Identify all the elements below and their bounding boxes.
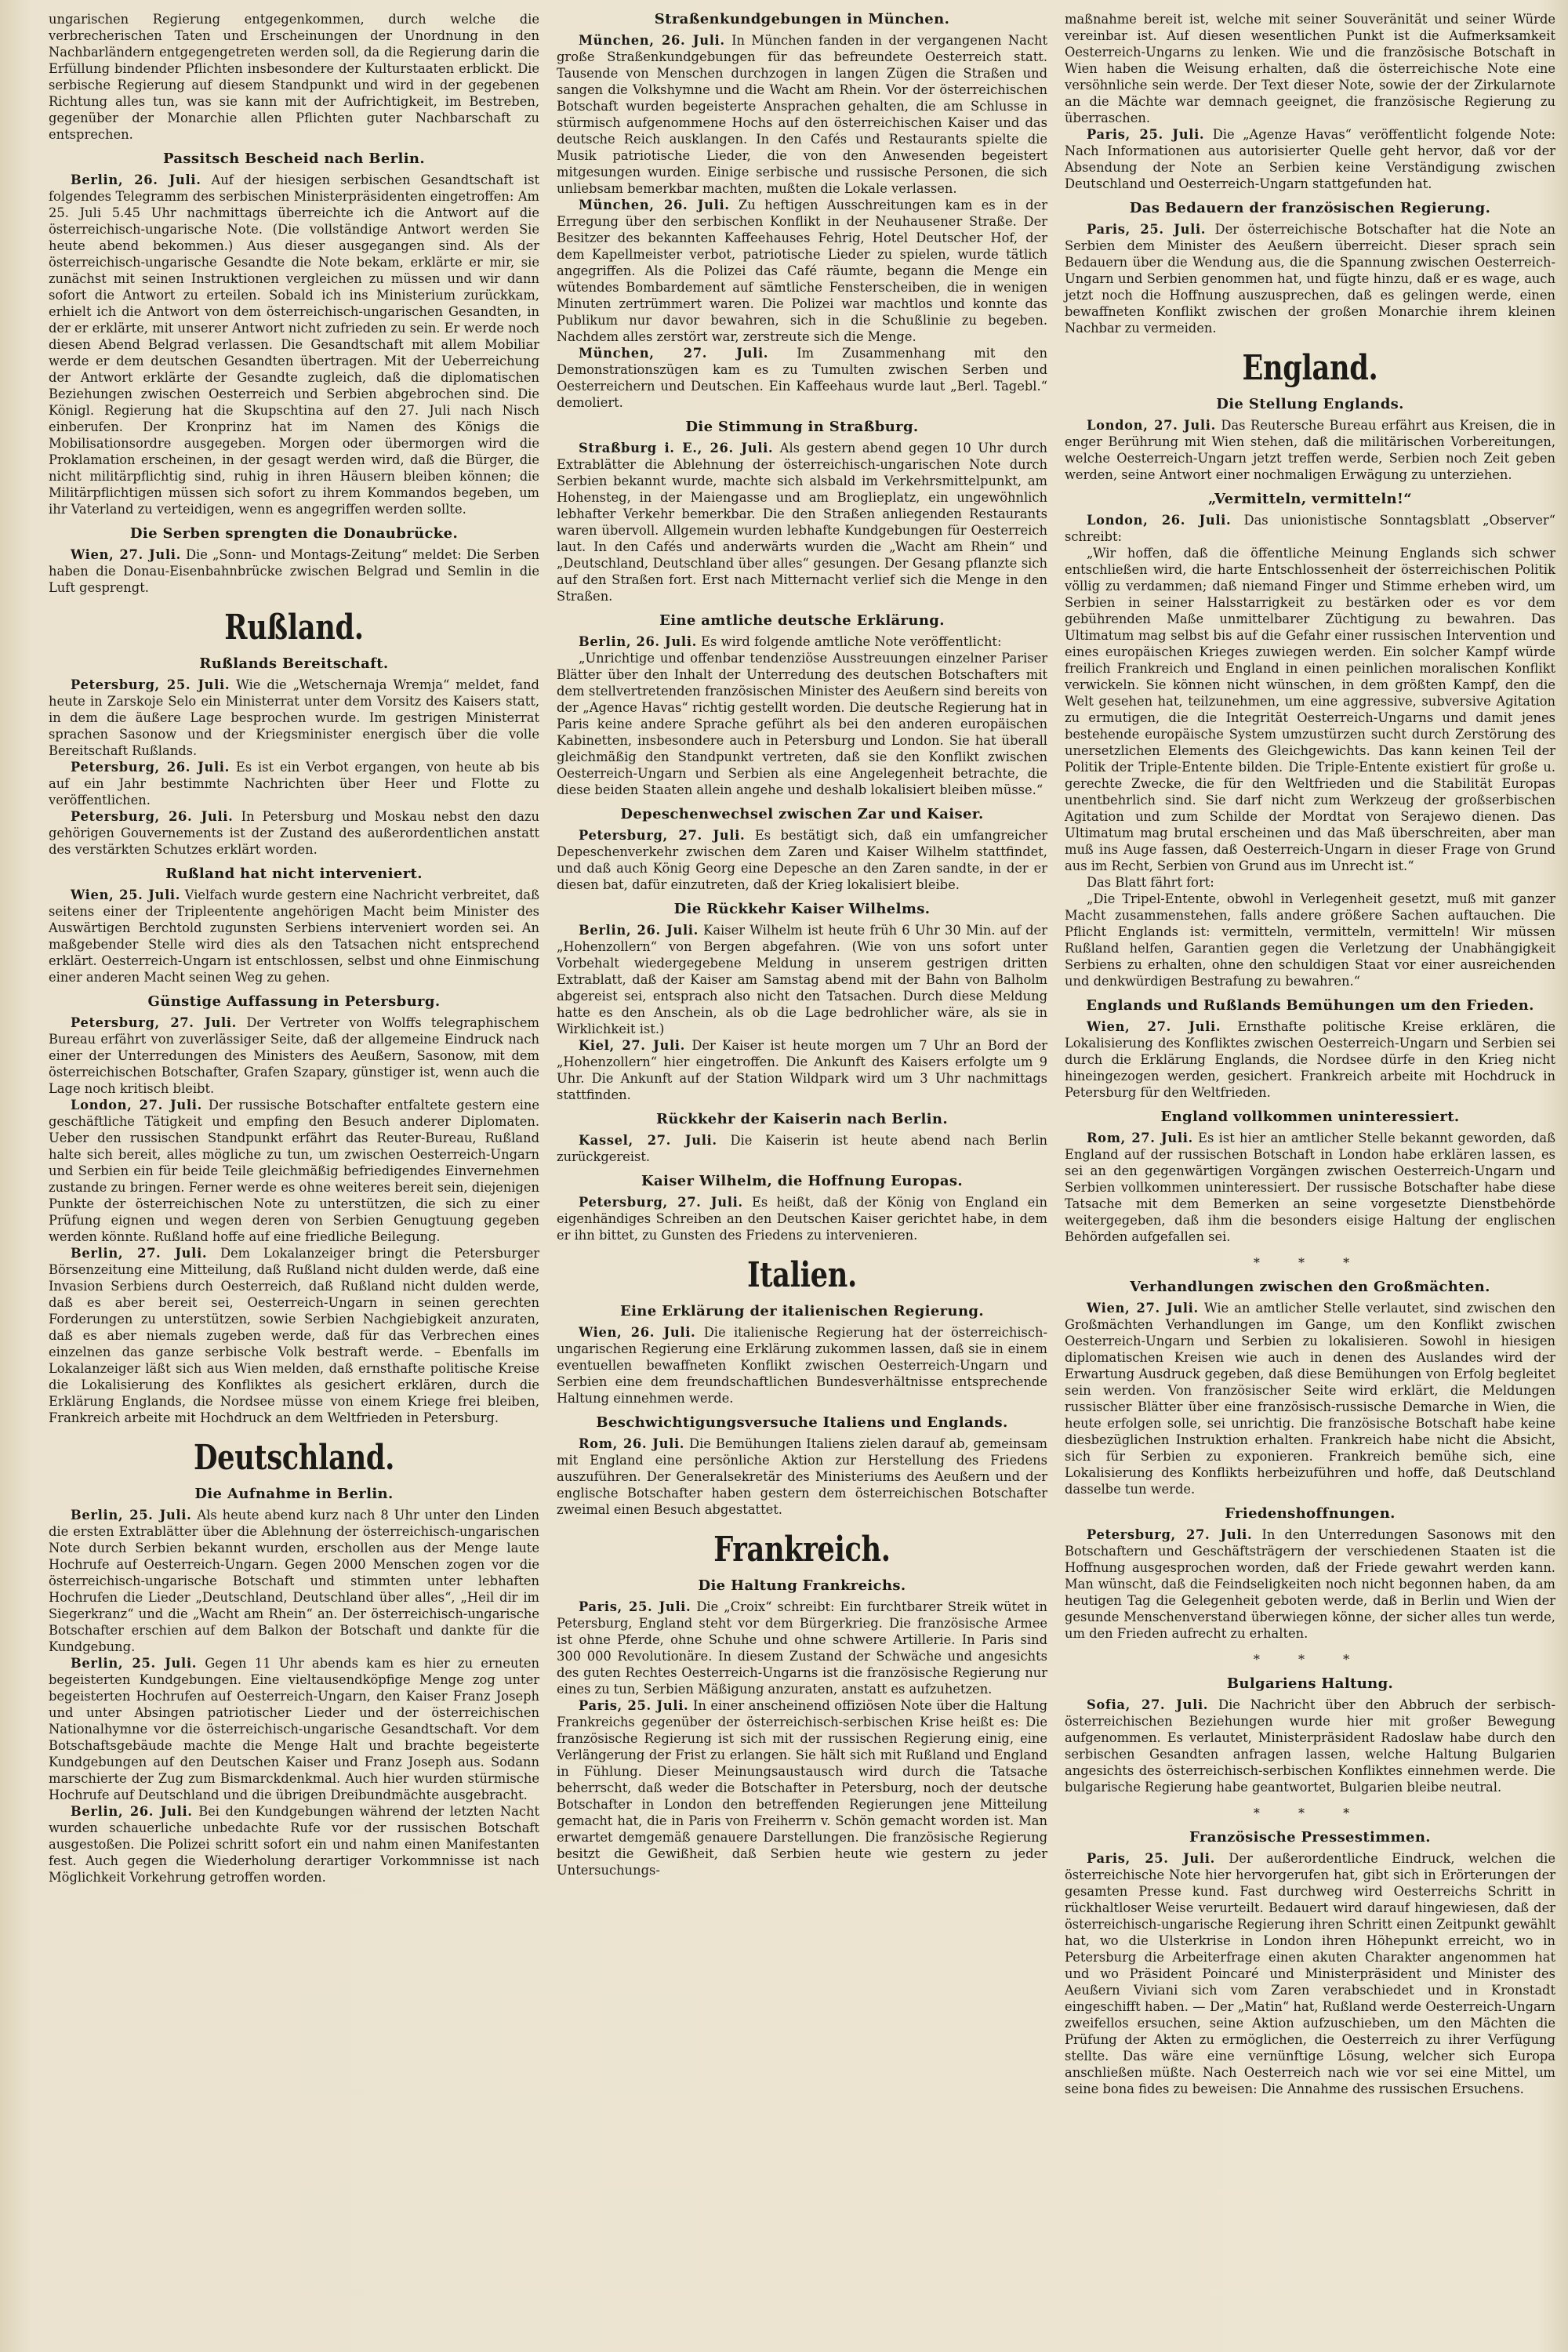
dateline: Petersburg, 25. Juli. (71, 677, 230, 692)
article-text: Vielfach wurde gestern eine Nachricht verbreitet, daß seitens einer der Tripleentente angehörigen Macht beim Minister des Auswärtigen Berchtold zugunsten Serbiens interveniert worden sei. An maßgebender Stelle wird dies als den Tatsachen nicht entsprechend erklärt. Oesterreich-Ungarn ist entschlossen, selbst und ohne Einmischung einer anderen Macht seinen Weg zu gehen. (49, 887, 539, 985)
article-text: Die italienische Regierung hat der österreichisch-ungarischen Regierung eine Erklärung zukommen lassen, daß sie in einem eventuellen bewaffneten Konflikt zwischen Oesterreich-Ungarn und Serbien eine dem freundschaftlichen Bundesverhältnisse entsprechende Haltung einnehmen werde. (557, 1325, 1047, 1406)
article-paragraph (1065, 1697, 1555, 1795)
separator-stars: * * * (1253, 1806, 1367, 1820)
article-text: Die „Croix“ schreibt: Ein furchtbarer Streik wütet in Petersburg, England steht vor dem Bürgerkrieg. Die französische Armee ist ohne Pferde, ohne Schuhe und ohne schwere Artillerie. In Paris sind 300 000 Revolutionäre. In diesem Zustand der Schwäche und angesichts des guten Rechtes Oesterreich-Ungarns ist die französische Regierung nur eines zu tun, Serbien Mäßigung anzuraten, anstatt es aufzuhetzen. (557, 1599, 1047, 1697)
dateline: Rom, 27. Juli. (1087, 1131, 1193, 1145)
article-paragraph (557, 1599, 1047, 1697)
article-paragraph (1065, 1850, 1555, 2097)
article-text: Es heißt, daß der König von England ein eigenhändiges Schreiben an den Deutschen Kaiser gerichtet habe, in dem er ihn bittet, zu Gunsten des Friedens zu intervenieren. (557, 1195, 1047, 1243)
article-paragraph (1065, 1300, 1555, 1497)
article-paragraph (49, 677, 539, 759)
article-paragraph (557, 1037, 1047, 1103)
article-headline: Beschwichtigungsversuche Italiens und Englands. (596, 1414, 1008, 1431)
article-paragraph (49, 887, 539, 985)
article-paragraph (1065, 1018, 1555, 1101)
section-heading-england: England. (1242, 348, 1378, 388)
dateline: Petersburg, 27. Juli. (579, 828, 746, 843)
article-text: Ernsthafte politische Kreise erklären, die Lokalisierung des Konfliktes zwischen Oesterreich-Ungarn und Serbien sei durch die Erklärung Englands, die Nordsee dürfe in den Krieg nicht hineingezogen werden, gesichert. Frankreich arbeite mit Hochdruck in Petersburg für den Weltfrieden. (1065, 1019, 1555, 1100)
dateline: München, 26. Juli. (579, 33, 725, 48)
article-headline: Die Haltung Frankreichs. (698, 1577, 906, 1594)
article-headline: Friedenshoffnungen. (1225, 1505, 1396, 1522)
dateline: Petersburg, 27. Juli. (71, 1015, 237, 1030)
dateline: München, 27. Juli. (579, 346, 769, 361)
article-text: Die Kaiserin ist heute abend nach Berlin zurückgereist. (557, 1133, 1047, 1164)
article-paragraph (557, 1436, 1047, 1518)
dateline: Sofia, 27. Juli. (1087, 1697, 1209, 1712)
article-headline: Rußlands Bereitschaft. (199, 655, 389, 672)
article-text: Das Reutersche Bureau erfährt aus Kreisen, die in enger Berührung mit Wien stehen, daß die militärischen Vorbereitungen, welche Oesterreich-Ungarn jetzt treffen werde, Serbien noch Zeit geben werden, seine Antwort einer nochmaligen Erwägung zu unterziehen. (1065, 418, 1555, 482)
dateline: Straßburg i. E., 26. Juli. (579, 441, 774, 456)
dateline: Paris, 25. Juli. (579, 1698, 689, 1713)
article-headline: Französische Pressestimmen. (1189, 1829, 1431, 1846)
article-headline: Die Serben sprengten die Donaubrücke. (129, 525, 459, 542)
dateline: London, 26. Juli. (1087, 513, 1232, 528)
dateline: Berlin, 26. Juli. (579, 634, 697, 649)
article-paragraph (49, 808, 539, 858)
dateline: Wien, 25. Juli. (71, 887, 181, 902)
article-headline: Englands und Rußlands Bemühungen um den Frieden. (1086, 997, 1534, 1014)
article-text: Gegen 11 Uhr abends kam es hier zu erneuten begeisterten Kundgebungen. Eine vieltausendköpfige Menge zog unter begeisterten Hochrufen auf Oesterreich-Ungarn, den Kaiser Franz Joseph und unter Absingen patriotischer Lieder und der österreichischen Nationalhymne vor die österreichisch-ungarische Gesandtschaft. Vor dem Botschaftsgebäude machte die Menge Halt und brachte begeisterte Kundgebungen auf den Deutschen Kaiser und Franz Joseph aus. Sodann marschierte der Zug zum Bismarckdenkmal. Auch hier wurden stürmische Hochrufe auf Deutschland und die übrigen Dreibundmächte ausgebracht. (49, 1656, 539, 1802)
article-paragraph (557, 345, 1047, 411)
article-headline: Bulgariens Haltung. (1226, 1675, 1394, 1692)
article-headline: Depeschenwechsel zwischen Zar und Kaiser. (620, 806, 984, 822)
article-headline: Eine amtliche deutsche Erklärung. (659, 612, 945, 629)
article-paragraph (557, 1697, 1047, 1878)
article-headline: Passitsch Bescheid nach Berlin. (163, 151, 425, 167)
dateline: London, 27. Juli. (71, 1098, 202, 1112)
article-headline: Das Bedauern der französischen Regierung. (1129, 200, 1491, 216)
dateline: Kiel, 27. Juli. (579, 1038, 685, 1053)
article-headline: Die Aufnahme in Berlin. (194, 1486, 394, 1502)
article-paragraph (49, 1507, 539, 1655)
section-heading-russland: Rußland. (224, 608, 364, 648)
article-headline: Die Stimmung in Straßburg. (685, 419, 919, 435)
dateline: Rom, 26. Juli. (579, 1436, 685, 1451)
section-heading-deutschland: Deutschland. (193, 1438, 395, 1478)
dateline: Berlin, 27. Juli. (71, 1246, 208, 1261)
column-right (1062, 11, 1559, 2338)
article-text: Der österreichische Botschafter hat die Note an Serbien dem Minister des Aeußern überreicht. Dieser sprach sein Bedauern über die Wendung aus, die die Spannung zwischen Oesterreich-Ungarn und Serbien genommen hat, und fügte hinzu, daß er es wage, auch jetzt noch die Hoffnung auszusprechen, daß es gelingen werde, einen bewaffneten Konflikt zwischen der großen Monarchie ihrem kleinen Nachbar zu vermeiden. (1065, 222, 1556, 336)
article-paragraph (49, 1803, 539, 1886)
article-paragraph (49, 172, 539, 517)
article-headline: Günstige Auffassung in Petersburg. (147, 993, 441, 1010)
article-paragraph (557, 827, 1047, 893)
article-text: Zu heftigen Ausschreitungen kam es in der Erregung über den serbischen Konflikt in der Neuhausener Straße. Der Besitzer des bekannten Kaffeehauses Fehrig, Hotel Deutscher Hof, der dem Kapellmeister verbot, patriotische Lieder zu spielen, wurde tätlich angegriffen. Als die Polizei das Café räumte, begann die Menge ein wütendes Bombardement auf sämtliche Fensterscheiben, die in wenigen Minuten zertrümmert waren. Die Polizei war machtlos und konnte das Publikum nur davor bewahren, sich in die Schußlinie zu begeben. Nachdem alles zerstört war, zerstreute sich die Menge. (557, 198, 1047, 344)
article-text: In München fanden in der vergangenen Nacht große Straßenkundgebungen für das befreundete Oesterreich statt. Tausende von Menschen durchzogen in langen Zügen die Straßen und sangen die Volkshymne und die Wacht am Rhein. Vor der österreichischen Botschaft wurden begeisterte Ansprachen gehalten, die am Schlusse in stürmisch aufgenommene Hochs auf den österreichischen Kaiser und das deutsche Reich ausklangen. In den Cafés und Restaurants spielte die Musik patriotische Lieder, die von den Anwesenden begeistert mitgesungen wurden. Einige serbische und russische Personen, die sich unliebsam bemerkbar machten, mußten die Lokale verlassen. (557, 33, 1047, 196)
dateline: Berlin, 26. Juli. (71, 172, 201, 187)
article-headline: Die Rückkehr Kaiser Wilhelms. (673, 901, 931, 917)
dateline: Wien, 27. Juli. (71, 547, 181, 562)
dateline: Petersburg, 26. Juli. (71, 809, 234, 824)
article-text: In einer anscheinend offiziösen Note über die Haltung Frankreichs gegenüber der österreichisch-serbischen Krise heißt es: Die französische Regierung ist sich mit der russischen Regierung einig, eine Verlängerung der Frist zu erlangen. Sie hält sich mit Rußland und England in Fühlung. Dieser Meinungsaustausch wird durch die Tatsache beherrscht, daß weder die Botschafter in Petersburg, noch der deutsche Botschafter in London den betreffenden Regierungen jene Mitteilung gemacht hat, die in Paris von Freiherrn v. Schön gemacht worden ist. Man erwartet demgemäß genauere Darstellungen. Die französische Regierung besitzt die Gewißheit, daß Serbien heute wie gestern zu jeder Untersuchungs- (557, 1698, 1048, 1878)
article-headline: Straßenkundgebungen in München. (654, 11, 950, 27)
article-text: Die „Agenze Havas“ veröffentlicht folgende Note: Nach Informationen aus autorisierter Quelle geht hervor, daß vor der Absendung der Note an Serbien keine Verständigung zwischen Deutschland und Oesterreich-Ungarn stattgefunden hat. (1065, 127, 1555, 191)
article-text: Als gestern abend gegen 10 Uhr durch Extrablätter die Ablehnung der österreichisch-ungarischen Note durch Serbien bekannt wurde, machte sich alsbald im Verkehrsmittelpunkt, am Hohensteg, in der Maiengasse und am Broglieplatz, ein ungewöhnlich lebhafter Verkehr bemerkbar. Die den Straßen anliegenden Restaurants waren übervoll. Allgemein wurden lebhafte Kundgebungen für Oesterreich laut. In den Cafés und anderwärts wurden die „Wacht am Rhein“ und „Deutschland, Deutschland über alles“ gesungen. Der Gesang pflanzte sich auf den Straßen fort. Erst nach Mitternacht verlief sich die Menge in den Straßen. (557, 441, 1047, 604)
article-paragraph (557, 197, 1047, 345)
article-text: Die Bemühungen Italiens zielen darauf ab, gemeinsam mit England eine persönliche Aktion zur Herstellung des Friedens auszuführen. Der Generalsekretär des Ministeriums des Aeußern und der englische Botschafter haben gestern dem österreichischen Botschafter zweimal einen Besuch abgestattet. (557, 1436, 1047, 1517)
dateline: Petersburg, 27. Juli. (579, 1195, 743, 1210)
article-paragraph (557, 440, 1047, 604)
dateline: Berlin, 26. Juli. (71, 1804, 193, 1819)
article-paragraph (49, 1655, 539, 1803)
article-headline: „Vermitteln, vermitteln!“ (1208, 491, 1412, 507)
article-quote: „Wir hoffen, daß die öffentliche Meinung Englands sich schwer entschließen wird, die harte Entschlossenheit der österreichischen Politik völlig zu verdammen; daß niemand Finger und Stimme erheben wird, um Serbien in seiner Halsstarrigkeit zu bestärken oder es vor dem gebührenden Maße unmittelbarer Züchtigung zu bewahren. Das Ultimatum mag selbst bis auf die Gefahr einer russischen Intervention und eines europäischen Krieges zuwiegen werden. Ein solcher Kampf würde freilich Frankreich und England in einen peinlichen moralischen Konflikt verwickeln. Sie können nicht wünschen, in dem größten Kampf, den die Welt gesehen hat, teilzunehmen, um eine aggressive, subversive Agitation zu ermutigen, die die Integrität Oesterreich-Ungarns und damit jenes bestehende europäische System umzustürzen sucht durch Zerstörung des unersetzlichen Elements des Gleichgewichts. Das kann keinen Teil der Politik der Triple-Entente bilden. Die Triple-Entente existiert für große u. gerechte Zwecke, die für den Weltfrieden und die Stabilität Europas unentbehrlich sind. Sie darf nicht zum Werkzeug der großserbischen Agitation und zum Schilde der Mordtat von Serajewo dienen. Das Ultimatum mag brutal erscheinen und das Maß überschreiten, aber man muß ins Auge fassen, daß Oesterreich-Ungarn in dieser Frage von Grund aus im Recht, Serbien von Grund aus im Unrecht ist.“ (1065, 546, 1555, 873)
column-left (45, 11, 543, 2338)
section-heading-italien: Italien. (747, 1255, 857, 1295)
dateline: Paris, 25. Juli. (1087, 127, 1205, 142)
article-paragraph (1065, 126, 1555, 192)
article-quote: „Unrichtige und offenbar tendenziöse Ausstreuungen einzelner Pariser Blätter über den Inhalt der Unterredung des deutschen Botschafters mit dem stellvertretenden französischen Minister des Aeußern sind bereits von der „Agence Havas“ richtig gestellt worden. Die deutsche Regierung hat in Paris keine andere Sprache geführt als bei den anderen europäischen Kabinetten, insbesondere auch in Petersburg und London. Sie hat überall gleichmäßig den Standpunkt vertreten, daß sie den Konflikt zwischen Oesterreich-Ungarn und Serbien als eine Angelegenheit betrachte, die diese beiden Staaten allein angehe und deshalb lokalisiert bleiben müsse.“ (557, 651, 1047, 797)
article-headline: England vollkommen uninteressiert. (1160, 1109, 1460, 1125)
dateline: Paris, 25. Juli. (1087, 1851, 1215, 1866)
article-text: Die „Sonn- und Montags-Zeitung“ meldet: Die Serben haben die Donau-Eisenbahnbrücke zwischen Belgrad und Semlin in die Luft gesprengt. (49, 547, 539, 595)
article-paragraph (557, 1194, 1047, 1243)
newspaper-columns (45, 11, 1556, 2338)
dateline: Kassel, 27. Juli. (579, 1133, 717, 1148)
article-text: Das unionistische Sonntagsblatt „Observer“ schreibt: (1065, 513, 1555, 544)
article-paragraph (49, 546, 539, 596)
article-text: Der außerordentliche Eindruck, welchen die österreichische Note hier hervorgerufen hat, gibt sich in Erörterungen der gesamten Presse kund. Fast durchweg wird Oesterreichs Schritt in rückhaltloser Weise verurteilt. Bedauert wird darauf hingewiesen, daß der österreichisch-ungarische Regierung ihren Schritt einen Zeitpunkt gewählt hat, wo die Ulsterkrise in London ihren Höhepunkt erreicht, wo in Petersburg die Arbeiterfrage einen akuten Charakter angenommen hat und wo Präsident Poincaré und Ministerpräsident und Minister des Aeußern Viviani sich vom Zaren verabschiedet und in Kronstadt eingeschifft haben. — Der „Matin“ hat, Rußland werde Oesterreich-Ungarn zweifellos ersuchen, seine Aktion aufzuschieben, um den Mächten die Prüfung der Akten zu ermöglichen, die Oesterreich zu ihrer Verfügung stellte. Das wäre eine vernünftige Lösung, welcher sich Europa anschließen müßte. Nach Oesterreich nach wie vor sei eine Mittel, um seine bona fides zu beweisen: Die Annahme des russischen Ersuchens. (1065, 1851, 1556, 2096)
article-text: ungarischen Regierung entgegenkommen, durch welche die verbrecherischen Taten und Erscheinungen der Unordnung in den Nachbarländern entgegengetreten werden soll, da die Regierung darin die Erfüllung bindender Pflichten insbesondere der Kulturstaaten erblickt. Die serbische Regierung auf diesem Standpunkt und wird in der gegebenen Richtung alles tun, was sie kann mit der Aufrichtigkeit, im Bestreben, gegenüber der Monarchie allen Pflichten guter Nachbarschaft zu entsprechen. (49, 12, 539, 142)
dateline: Wien, 27. Juli. (1087, 1301, 1199, 1316)
article-paragraph (1065, 1526, 1555, 1642)
dateline: Petersburg, 26. Juli. (71, 760, 230, 775)
article-paragraph (49, 1097, 539, 1245)
article-text: Es bestätigt sich, daß ein umfangreicher Depeschenverkehr zwischen dem Zaren und Kaiser Wilhelm stattfindet, und daß auch König Georg eine Depesche an den Zaren sandte, in der er diesen bat, dafür einzutreten, daß der Krieg lokalisiert bleibe. (557, 828, 1047, 892)
dateline: London, 27. Juli. (1087, 418, 1216, 433)
article-headline: Eine Erklärung der italienischen Regierung. (620, 1303, 984, 1319)
article-text: Der Kaiser ist heute morgen um 7 Uhr an Bord der „Hohenzollern“ hier eingetroffen. Die Ankunft des Kaisers erfolgte um 9 Uhr. Die Ankunft auf der Station Wildpark wird um 3 Uhr nachmittags stattfinden. (557, 1038, 1048, 1102)
article-text: Kaiser Wilhelm ist heute früh 6 Uhr 30 Min. auf der „Hohenzollern“ von Bergen abgefahren. (Wie von uns sofort unter Vorbehalt wiedergegebene Meldung in unserem gestrigen dritten Extrablatt, daß der Kaiser am Samstag abend mit der Bahn von Balholm abgereist sei, entsprach also nicht den Tatsachen. Durch diese Meldung hatte es den Anschein, als ob die Lage bedrohlicher wäre, als sie in Wirklichkeit ist.) (557, 923, 1047, 1036)
article-text: Es ist ein Verbot ergangen, von heute ab bis auf ein Jahr bestimmte Nachrichten über Heer und Flotte zu veröffentlichen. (49, 760, 539, 808)
dateline: Wien, 27. Juli. (1087, 1019, 1221, 1034)
dateline: Berlin, 25. Juli. (71, 1656, 198, 1671)
article-text: Als heute abend kurz nach 8 Uhr unter den Linden die ersten Extrablätter über die Ablehnung der österreichisch-ungarischen Note durch Serbien bekannt wurden, erschollen aus der Menge laute Hochrufe auf Oesterreich-Ungarn. Gegen 2000 Menschen zogen vor die österreichisch-ungarische Botschaft und stimmten unter lebhaften Hochrufen die Lieder „Deutschland, Deutschland über alles“, „Heil dir im Siegerkranz“ und die „Wacht am Rhein“ an. Der österreichisch-ungarische Botschafter erschien auf dem Balkon der Botschaft und dankte für die Kundgebung. (49, 1508, 539, 1654)
article-headline: Rückkehr der Kaiserin nach Berlin. (656, 1111, 948, 1127)
article-text: In Petersburg und Moskau nebst den dazu gehörigen Gouvernements ist der Zustand des außerordentlichen anstatt des verstärkten Schutzes erklärt worden. (49, 809, 539, 857)
dateline: Berlin, 25. Juli. (71, 1508, 192, 1523)
separator-stars: * * * (1253, 1255, 1367, 1270)
article-text: Im Zusammenhang mit den Demonstrationszügen kam es zu Tumulten zwischen Serben und Oesterreichern und Deutschen. Ein Kaffeehaus wurde laut „Berl. Tagebl.“ demoliert. (557, 346, 1048, 410)
article-text: In den Unterredungen Sasonows mit den Botschaftern und Geschäftsträgern der verschiedenen Staaten ist die Hoffnung ausgesprochen worden, daß der Friede gewahrt werden kann. Man wünscht, daß die Feindseligkeiten noch nicht begonnen haben, da am heutigen Tag die Gelegenheit geboten werde, daß in Berlin und Wien der gesunde Menschenverstand überwiegen könne, der sicher alles tun werde, um den Frieden aufrecht zu erhalten. (1065, 1527, 1555, 1641)
article-text: Das Blatt fährt fort: (1087, 875, 1214, 890)
dateline: Paris, 25. Juli. (579, 1599, 691, 1614)
article-paragraph (1065, 221, 1555, 336)
separator-stars: * * * (1253, 1652, 1367, 1667)
article-paragraph (1065, 512, 1555, 545)
article-text: Bei den Kundgebungen während der letzten Nacht wurden schauerliche unbedachte Rufe vor der russischen Botschaft ausgestoßen. Die Polizei schritt sofort ein und nahm einen Manifestanten fest. Auch gegen die Wiederholung derartiger Vorkommnisse ist nach Möglichkeit Vorkehrung getroffen worden. (49, 1804, 539, 1885)
column-middle (554, 11, 1051, 2338)
article-text: maßnahme bereit ist, welche mit seiner Souveränität und seiner Würde vereinbar ist. Auf diesen wesentlichen Punkt ist die Aufmerksamkeit Oesterreich-Ungarns zu lenken. Wie und die französische Botschaft in Wien haben die Weisung erhalten, daß die österreichische Note eine versöhnliche sein werde. Der Text dieser Note, sowie der der Zirkularnote an die Mächte war demnach geeignet, die französische Regierung zu überraschen. (1065, 12, 1555, 125)
article-paragraph (557, 1132, 1047, 1165)
article-text: Auf der hiesigen serbischen Gesandtschaft ist folgendes Telegramm des serbischen Ministerpräsidenten eingetroffen: Am 25. Juli 5.45 Uhr nachmittags überreichte ich die Antwort auf die österreichisch-ungarische Note. (Die vollständige Antwort werden Sie heute abend bekommen.) Aus dieser ausgegangen sind. Als der österreichisch-ungarische Gesandte die Note bekam, erklärte er mir, sie zunächst mit seinen Instruktionen vergleichen zu müssen und wir dann sofort die Antwort zu erteilen. Sobald ich ins Ministerium zurückkam, erhielt ich die Antwort von dem österreichisch-ungarischen Gesandten, in der er erklärte, mit unserer Antwort nicht zufrieden zu sein. Er werde noch diesen Abend Belgrad verlassen. Die Gesandtschaft mit allem Mobiliar werde er dem deutschen Gesandten übertragen. Mit der Ueberreichung der Antwort erklärte der Gesandte zugleich, daß die diplomatischen Beziehungen zwischen Oesterreich und Serbien abgebrochen sind. Die Königl. Regierung hat die Skupschtina auf den 27. Juli nach Nisch einberufen. Der Kronprinz hat im Namen des Königs die Mobilisationsordre ausgegeben. Morgen oder übermorgen wird die Proklamation erscheinen, in der gesagt werden wird, daß die Bürger, die nicht militärpflichtig sind, ruhig in ihren Häusern bleiben können; die Militärpflichtigen müssen sich sofort zu ihrem Kommandos begeben, um ihr Vaterland zu verteidigen, wenn es angegriffen werden sollte. (49, 172, 539, 517)
article-text: Es wird folgende amtliche Note veröffentlicht: (701, 634, 1002, 649)
section-heading-frankreich: Frankreich. (713, 1530, 891, 1570)
article-headline: Verhandlungen zwischen den Großmächten. (1130, 1279, 1490, 1295)
dateline: Wien, 26. Juli. (579, 1325, 696, 1340)
article-headline: Rußland hat nicht interveniert. (165, 866, 423, 882)
article-paragraph (1065, 1130, 1555, 1245)
article-text: Wie die „Wetschernaja Wremja“ meldet, fand heute in Zarskoje Selo ein Ministerrat unter dem Vorsitz des Kaisers statt, in dem die äußere Lage besprochen wurde. Im gestrigen Ministerrat sprachen Sasonow und der Kriegsminister energisch über die volle Bereitschaft Rußlands. (49, 677, 539, 758)
article-text: Wie an amtlicher Stelle verlautet, sind zwischen den Großmächten Verhandlungen im Gange, um den Konflikt zwischen Oesterreich-Ungarn und Serbien zu lokalisieren. Sowohl in hiesigen diplomatischen Kreisen wie auch in denen des Auslandes wird der Erwartung Ausdruck gegeben, daß diese Bemühungen von Erfolg begleitet sein werden. Von französischer Seite wird erklärt, die Meldungen russischer Blätter über eine französisch-russische Demarche in Wien, die heute erfolgen solle, sei unrichtig. Die französische Botschaft habe keine diesbezüglichen Instruktion erhalten. Frankreich habe nicht die Absicht, sich für Serbien zu exponieren. Frankreich bemühe sich, eine Lokalisierung des Konflikts herbeizuführen und hoffe, daß Deutschland dasselbe tun werde. (1065, 1301, 1555, 1497)
article-paragraph (49, 1245, 539, 1426)
dateline: Paris, 25. Juli. (1087, 222, 1207, 237)
article-headline: Kaiser Wilhelm, die Hoffnung Europas. (641, 1173, 964, 1189)
article-paragraph (1065, 417, 1555, 483)
dateline: Petersburg, 27. Juli. (1087, 1527, 1253, 1542)
article-quote: „Die Tripel-Entente, obwohl in Verlegenheit gesetzt, muß mit ganzer Macht zusammenstehen, falls andere größere Sachen auftauchen. Die Pflicht Englands ist: vermitteln, vermitteln, vermitteln! Wir müssen Rußland helfen, Garantien gegen die Verletzung der Unabhängigkeit Serbiens zu erhalten, ohne den schuldigen Staat vor einer ausreichenden und denkwürdigen Bestrafung zu bewahren.“ (1065, 891, 1555, 989)
article-text: Der Vertreter von Wolffs telegraphischem Bureau erfährt von zuverlässiger Seite, daß der allgemeine Eindruck nach einer der Unterredungen des Ministers des Aeußern, Sasonow, mit dem österreichischen Botschafter, Grafen Szapary, günstiger ist, wenn auch die Lage noch kritisch bleibt. (49, 1015, 539, 1096)
article-text: Dem Lokalanzeiger bringt die Petersburger Börsenzeitung eine Mitteilung, daß Rußland nicht dulden werde, daß eine Invasion Serbiens durch Oesterreich, daß Rußland nicht dulden werde, daß es aber bereit sei, Oesterreich-Ungarn in seinen gerechten Forderungen zu unterstützen, sowie Serbien Nachgiebigkeit anzuraten, daß es aber niemals zugeben werde, daß für das Verbrechen eines einzelnen das ganze serbische Volk bestraft werde. – Ebenfalls im Lokalanzeiger läßt sich aus Wien melden, daß ernsthafte politische Kreise die Lokalisierung des Konfliktes als gesichert erklären, durch die Erklärung Englands, die Nordsee müsse von einem Kriege frei bleiben, Frankreich arbeite mit Hochdruck an dem Weltfrieden in Petersburg. (49, 1246, 539, 1425)
article-headline: Die Stellung Englands. (1216, 396, 1404, 412)
article-paragraph (49, 759, 539, 808)
dateline: Berlin, 26. Juli. (579, 923, 699, 938)
article-paragraph (557, 633, 1047, 650)
dateline: München, 26. Juli. (579, 198, 730, 212)
article-paragraph (557, 32, 1047, 197)
article-text: Es ist hier an amtlicher Stelle bekannt geworden, daß England auf der russischen Botschaft in London habe erklären lassen, es sei an den gegenwärtigen Vorgängen zwischen Oesterreich-Ungarn und Serbien vollkommen uninteressiert. Der russische Botschafter habe diese Tatsache mit dem Bemerken an seine vorgesetzte Dienstbehörde weitergegeben, daß ihm die besonders eisige Haltung der englischen Behörden aufgefallen sei. (1065, 1131, 1555, 1244)
article-text: Die Nachricht über den Abbruch der serbisch-österreichischen Beziehungen wurde hier mit großer Bewegung aufgenommen. Es verlautet, Ministerpräsident Radoslaw habe durch den serbischen Gesandten anfragen lassen, welche Haltung Bulgarien angesichts des österreichisch-serbischen Konfliktes einnehmen werde. Die bulgarische Regierung habe geantwortet, Bulgarien bleibe neutral. (1065, 1697, 1555, 1795)
article-text: Der russische Botschafter entfaltete gestern eine geschäftliche Tätigkeit und empfing den Besuch anderer Diplomaten. Ueber den russischen Standpunkt erfährt das Reuter-Bureau, Rußland halte sich bereit, alles mögliche zu tun, um zwischen Oesterreich-Ungarn und Serbien ein für beide Teile gleichmäßig befriedigendes Einvernehmen zustande zu bringen. Ferner werde es ohne weiteres bereit sein, diejenigen Punkte der österreichischen Note zu unterstützen, die sich zu einer Prüfung eignen und wegen deren von Serbien Genugtuung gegeben werden könnte. Rußland hoffe auf eine friedliche Beilegung. (49, 1098, 539, 1244)
article-paragraph (557, 922, 1047, 1037)
article-paragraph (49, 1014, 539, 1097)
article-paragraph (557, 1324, 1047, 1406)
